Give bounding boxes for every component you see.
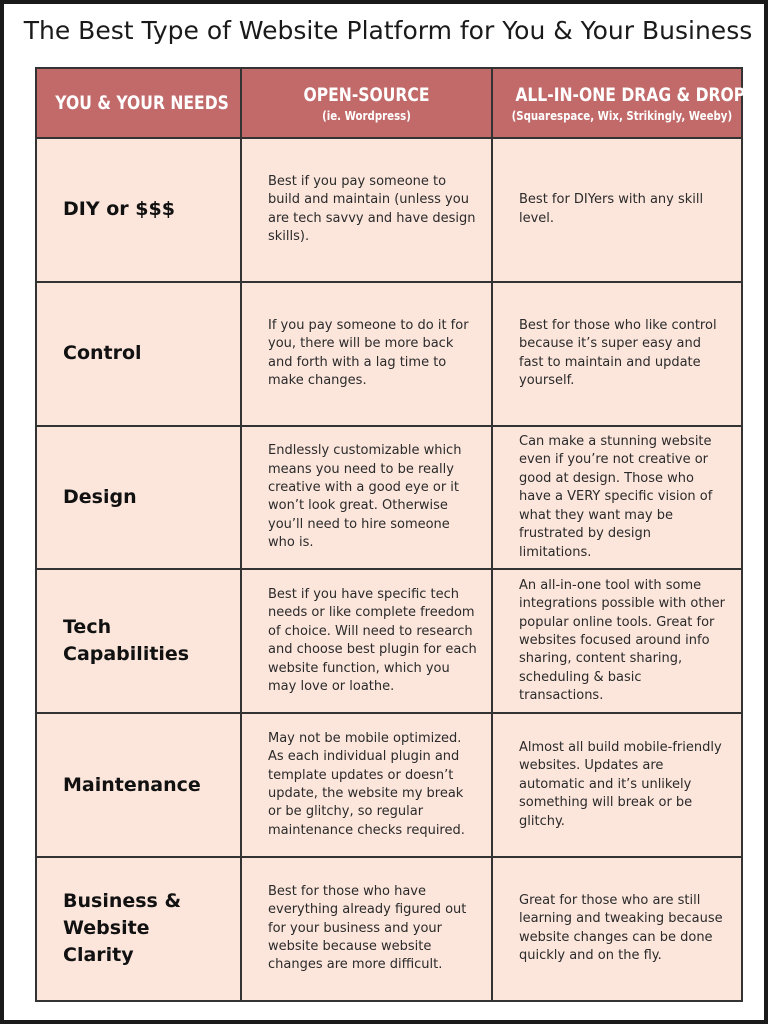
table-row	[36, 426, 742, 570]
table-row	[36, 138, 742, 282]
all-in-one-cell: Great for those who are still learning and tweaking because website changes can be done quickly and on the fly.	[492, 857, 742, 1001]
need-label: Control	[36, 282, 241, 426]
header-needs-label: YOU & YOUR NEEDS	[55, 92, 229, 114]
open-source-cell: If you pay someone to do it for you, there will be more back and forth with a lag time to make changes.	[241, 282, 492, 426]
all-in-one-cell: Best for DIYers with any skill level.	[492, 138, 742, 282]
open-source-cell: Best if you have specific tech needs or like complete freedom of choice. Will need to research and choose best plugin for each website function, which you may love or loathe.	[241, 569, 492, 713]
open-source-cell: Best for those who have everything already figured out for your business and your website because website changes are more difficult.	[241, 857, 492, 1001]
open-source-cell: May not be mobile optimized. As each individual plugin and template updates or doesn’t update, the website my break or be glitchy, so regular maintenance checks required.	[241, 713, 492, 857]
header-all-in-one-sub: (Squarespace, Wix, Strikingly, Weeby)	[511, 108, 733, 123]
header-all-in-one-label: ALL-IN-ONE DRAG & DROP	[515, 83, 746, 106]
table-row	[36, 857, 742, 1001]
all-in-one-cell: Best for those who like control because it’s super easy and fast to maintain and update yourself.	[492, 282, 742, 426]
need-label: Maintenance	[36, 713, 241, 857]
open-source-cell: Endlessly customizable which means you need to be really creative with a good eye or it won’t look great. Otherwise you’ll need to hire someone who is.	[241, 426, 492, 570]
header-open-source-sub: (ie. Wordpress)	[322, 108, 411, 123]
all-in-one-cell: An all-in-one tool with some integrations possible with other popular online tools. Great for websites focused around info sharing, content sharing, scheduling & basic transactions.	[492, 569, 742, 713]
header-needs	[36, 68, 241, 138]
table-row	[36, 713, 742, 857]
need-label: Tech Capabilities	[36, 569, 241, 713]
need-label: DIY or $$$	[36, 138, 241, 282]
page-title: The Best Type of Website Platform for You & Your Business	[23, 16, 753, 45]
all-in-one-cell: Almost all build mobile-friendly websites. Updates are automatic and it’s unlikely something will break or be glitchy.	[492, 713, 742, 857]
need-label: Design	[36, 426, 241, 570]
table-row	[36, 569, 742, 713]
comparison-table	[35, 67, 746, 1002]
header-open-source	[241, 68, 492, 138]
table-row	[36, 282, 742, 426]
header-open-source-label: OPEN-SOURCE	[303, 83, 430, 106]
header-row	[36, 68, 742, 138]
header-all-in-one	[492, 68, 746, 138]
need-label: Business & Website Clarity	[36, 857, 241, 1001]
all-in-one-cell: Can make a stunning website even if you’re not creative or good at design. Those who have a VERY specific vision of what they want may be frustrated by design limitations.	[492, 426, 742, 570]
open-source-cell: Best if you pay someone to build and maintain (unless you are tech savvy and have design skills).	[241, 138, 492, 282]
